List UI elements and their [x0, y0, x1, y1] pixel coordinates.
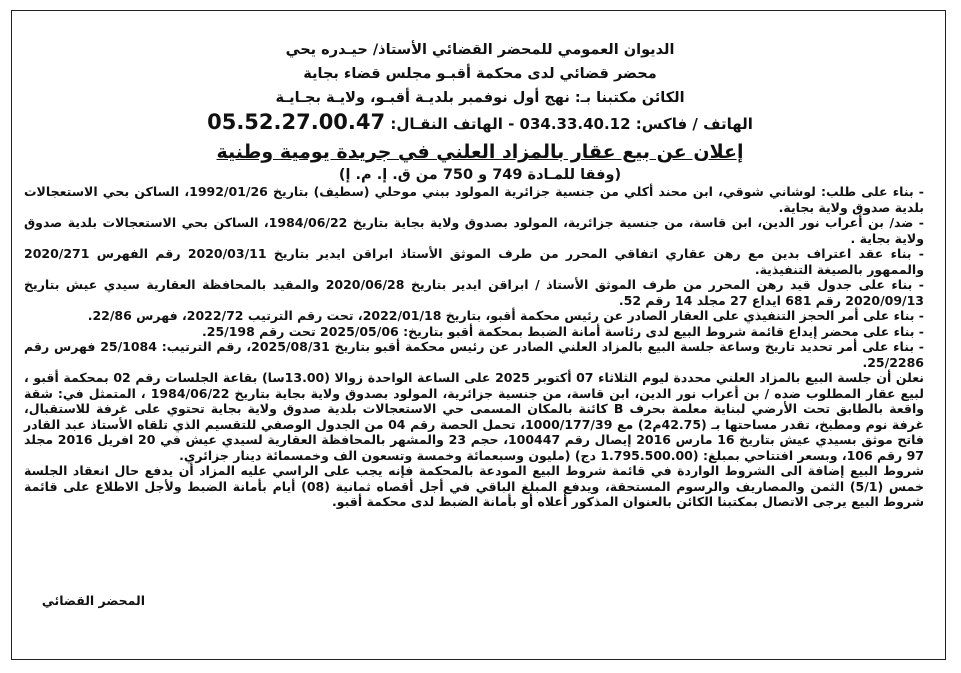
notice-body [24, 184, 924, 510]
mobile-number: 05.52.27.00.47 [207, 110, 386, 134]
sale-announcement: نعلن أن جلسة البيع بالمزاد العلني محددة ليوم الثلاثاء 07 أكتوبر 2025 على الساعة الواحدة زوالا (13.00سا) بقاعة الجلسات رقم 02 بمحكمة أقبو ، لبيع عقار المطلوب ضده / بن أعراب نور الدين، ابن قاسة، من جنسية جزائرية، المولود بصدوق ولاية بجاية بتاريخ 1984/06/22 ، المتمثل في: شقة واقعة بالطابق تحت الأرضي لبناية معلمة بحرف B كائنة بالمكان المسمى حي الاستعجالات بلدية صدوق ولاية بجاية تحتوي على غرفة للاستقبال، غرفة نوم ومطبخ، تقدر مساحتها بـ (42.75م2) مع 1000/177/39، تحمل الحصة رقم 04 من الجدول الوصفي للتقسيم الذي تلقاه الأستاذ عبد القادر فاتح موثق بسيدي عيش بتاريخ 16 مارس 2016 إيصال رقم 100447، حجم 23 والمشهر بالمحافظة العقارية لسيدي عيش في 20 افريل 2016 مجلد 97 رقم 106، وبسعر افتتاحي بمبلغ: (1.795.500.00 دج) (مليون وسبعمائة وخمسة وتسعون الف وخمسمائة دينار جزائري. [24, 370, 925, 463]
office-name: الديوان العمومي للمحضر القضائي الأستاذ/ حيـدره يحي [285, 42, 675, 58]
list-item: - بناء على أمر الحجز التنفيذي على العقار الصادر عن رئيس محكمة أقبو، بتاريخ 2022/01/18، تحت رقم الترتيب 2022/72، فهرس 22/86. [87, 308, 924, 323]
sale-conditions: شروط البيع إضافة الى الشروط الواردة في قائمة شروط البيع المودعة بالمحكمة فإنه يجب على الراسي عليه المزاد أن يدفع حال انعقاد الجلسة خمس (5/1) الثمن والمصاريف والرسوم المستحقة، ويدفع المبلغ الباقي في أجل أقصاه ثمانية (08) أيام بأمانة الضبط ولأجل الاطلاع على قائمة شروط البيع يرجى الاتصال بمكتبنا الكائن بالعنوان المذكور أعلاه أو بأمانة الضبط لدى محكمة أقبو. [24, 463, 924, 509]
list-item: - ضد/ بن أعراب نور الدين، ابن قاسة، من جنسية جزائرية، المولود بصدوق ولاية بجاية بتاريخ 1984/06/22، الساكن بحي الاستعجالات بلدية صدوق ولاية بجاية . [24, 215, 924, 246]
office-address: الكائن مكتبنا بـ: نهج أول نوفمبر بلديـة أقبـو، ولايـة بجـايـة [275, 90, 685, 106]
phone-label: الهاتف / فاكس: 034.33.40.12 - الهاتف النقـال: [390, 115, 753, 133]
notice-title: إعلان عن بيع عقار بالمزاد العلني في جريدة يومية وطنية [216, 141, 744, 163]
office-court: محضر قضائي لدى محكمة أقبـو مجلس قضاء بجاية [303, 66, 657, 82]
office-phones [40, 110, 920, 136]
signature: المحضر القضائي [41, 593, 145, 608]
list-item: - بناء على محضر إيداع قائمة شروط البيع لدى رئاسة أمانة الضبط بمحكمة أقبو بتاريخ: 2025/05/06 تحت رقم 25/198. [202, 323, 924, 339]
notice-subtitle: (وفقا للمـادة 749 و 750 من ق. إ. م. إ) [338, 167, 622, 183]
list-item: - بناء عقد اعتراف بدين مع رهن عقاري اتفاقي المحرر من طرف الموثق الأستاذ ابراقن ايدير بتاريخ 2020/03/11 رقم الفهرس 2020/271 والممهور بالصيغة التنفيذية. [24, 246, 924, 277]
list-item: - بناء على أمر تحديد تاريخ وساعة جلسة البيع بالمزاد العلني الصادر عن رئيس محكمة أقبو بتاريخ 2025/08/31، رقم الترتيب: 25/1084 فهرس رقم 25/2286. [24, 339, 924, 370]
office-header [40, 38, 920, 136]
list-item: - بناء على طلب: لوشاني شوقي، ابن محند أكلي من جنسية جزائرية المولود ببني موحلي (سطيف) بتاريخ 1992/01/26، الساكن بحي الاستعجالات بلدية صدوق ولاية بجاية. [24, 184, 924, 215]
list-item: - بناء على جدول قيد رهن المحرر من طرف الموثق الأستاذ / ابراقن ايدير بتاريخ 2020/06/28 والمقيد بالمحافظة العقارية سيدي عيش بتاريخ 2020/09/13 رقم 681 ايداع 27 مجلد 14 رقم 52. [24, 277, 924, 308]
